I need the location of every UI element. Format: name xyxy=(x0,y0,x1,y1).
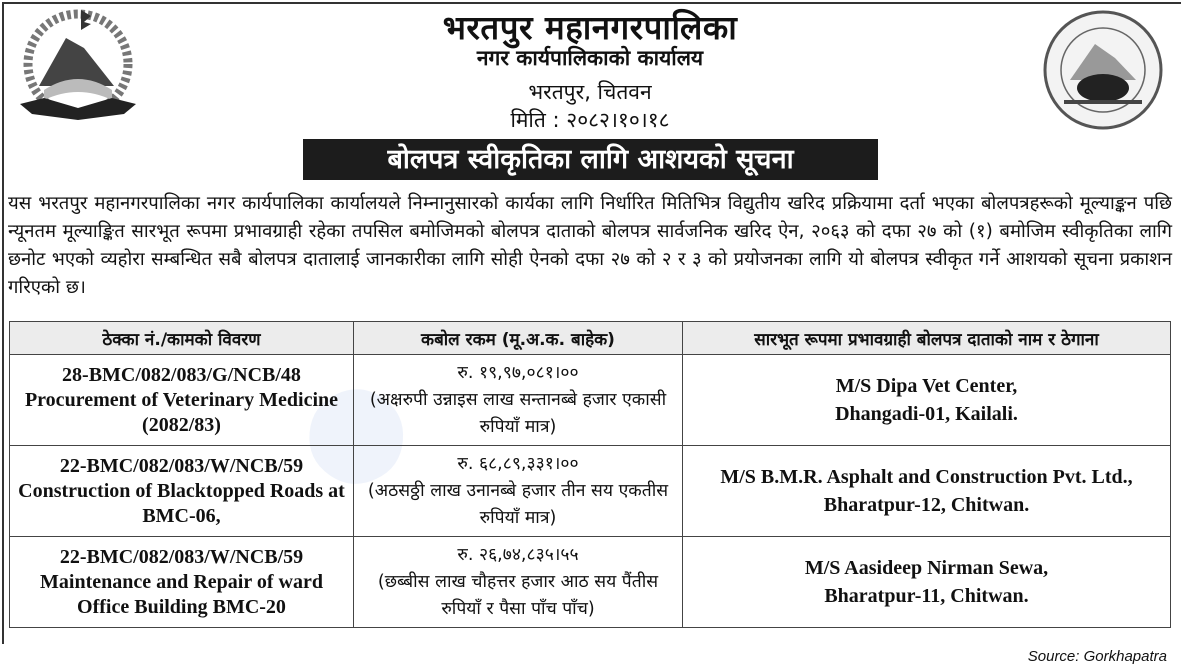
contract-description: Procurement of Veterinary Medicine (2082/83) xyxy=(24,388,339,436)
bidder-cell xyxy=(683,355,1171,446)
contract-description: Maintenance and Repair of ward Office Building BMC-20 xyxy=(40,570,323,618)
table-row xyxy=(10,355,1171,446)
notice-body: यस भरतपुर महानगरपालिका नगर कार्यपालिका कार्यालयले निम्नानुसारको कार्यका लागि निर्धारित मितिभित्र विद्युतीय खरिद प्रक्रियामा दर्ता भएका बोलपत्रहरूको मूल्याङ्कन पछि न्यूनतम मूल्याङ्कित सारभूत रूपमा प्रभावग्राही रहेका तपसिल बमोजिमको बोलपत्र दाताको बोलपत्र सार्वजनिक खरिद ऐन, २०६३ को दफा २७ को (१) बमोजिम स्वीकृतिका लागि छनोट भएको व्यहोरा सम्बन्धित सबै बोलपत्र दातालाई जानकारीका लागि सोही ऐनको दफा २७ को २ र ३ को प्रयोजनका लागि यो बोलपत्र स्वीकृत गर्ने आशयको सूचना प्रकाशन गरिएको छ। xyxy=(8,193,1173,298)
bidder-name: M/S B.M.R. Asphalt and Construction Pvt. Ltd., xyxy=(720,466,1133,488)
bidder-cell xyxy=(683,537,1171,628)
contract-no: 28-BMC/082/083/G/NCB/48 xyxy=(62,363,301,386)
bharatpur-metropolitan-seal-icon xyxy=(1040,8,1166,132)
table-row xyxy=(10,537,1171,628)
amount-cell xyxy=(354,446,683,537)
header-amount: कबोल रकम (मू.अ.क. बाहेक) xyxy=(354,322,683,355)
contract-description: Construction of Blacktopped Roads at BMC-06, xyxy=(18,479,345,527)
table-row xyxy=(10,446,1171,537)
amount-words: (अठसठ्ठी लाख उनानब्बे हजार तीन सय एकतीस रुपियाँ मात्र) xyxy=(367,480,669,528)
header-contract: ठेक्का नं./कामको विवरण xyxy=(10,322,354,355)
bidder-address: Dhangadi-01, Kailali. xyxy=(835,403,1018,425)
table-header-row xyxy=(10,322,1171,355)
office-name: नगर कार्यपालिकाको कार्यालय xyxy=(476,46,704,70)
source-credit: Source: Gorkhapatra xyxy=(1027,648,1167,665)
contract-no: 22-BMC/082/083/W/NCB/59 xyxy=(59,545,304,568)
contract-cell xyxy=(10,355,354,446)
amount: रु. १९,९७,०८१।०० xyxy=(457,362,579,383)
amount-words: (छब्बीस लाख चौहत्तर हजार आठ सय पैंतीस रुपियाँ र पैसा पाँच पाँच) xyxy=(377,571,659,619)
contract-cell xyxy=(10,446,354,537)
bidder-address: Bharatpur-11, Chitwan. xyxy=(824,585,1029,607)
notice-date: मिति : २०८२।१०।१८ xyxy=(510,108,670,132)
contract-no: 22-BMC/082/083/W/NCB/59 xyxy=(59,454,304,477)
notice-title: बोलपत्र स्वीकृतिका लागि आशयको सूचना xyxy=(303,139,878,180)
org-name: भरतपुर महानगरपालिका xyxy=(442,8,738,47)
contract-cell xyxy=(10,537,354,628)
amount-cell xyxy=(354,537,683,628)
watermark: ⬤ xyxy=(280,362,421,503)
amount: रु. २६,७४,८३५।५५ xyxy=(457,544,579,565)
nepal-emblem-icon xyxy=(14,8,142,122)
office-address: भरतपुर, चितवन xyxy=(528,80,652,104)
bid-table xyxy=(9,321,1171,628)
amount-cell xyxy=(354,355,683,446)
amount: रु. ६८,८९,३३१।०० xyxy=(457,453,579,474)
amount-words: (अक्षरुपी उन्नाइस लाख सन्तानब्बे हजार एकासी रुपियाँ मात्र) xyxy=(369,389,667,437)
header-bidder: सारभूत रूपमा प्रभावग्राही बोलपत्र दाताको नाम र ठेगाना xyxy=(683,322,1171,355)
bidder-address: Bharatpur-12, Chitwan. xyxy=(823,494,1030,516)
bidder-name: M/S Aasideep Nirman Sewa, xyxy=(804,557,1049,579)
bidder-name: M/S Dipa Vet Center, xyxy=(835,375,1018,397)
bidder-cell xyxy=(683,446,1171,537)
